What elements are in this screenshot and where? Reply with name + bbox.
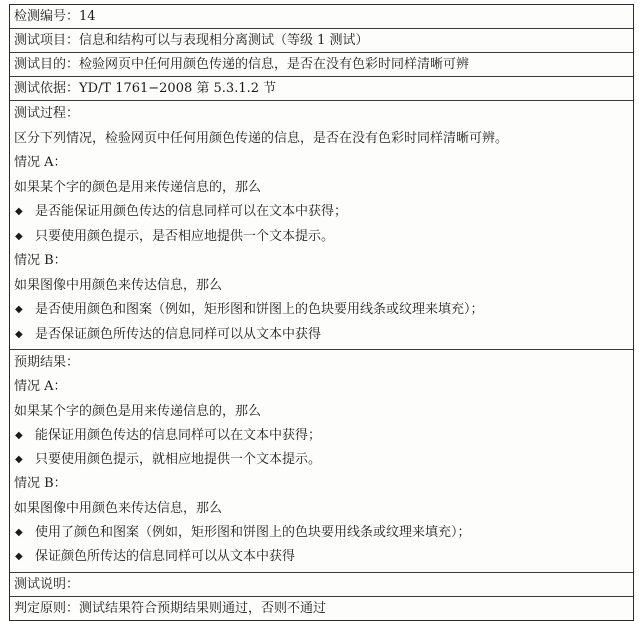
process-intro: 区分下列情况，检验网页中任何用颜色传递的信息，是否在没有色彩时同样清晰可辨。 (14, 130, 509, 146)
list-item (14, 424, 629, 448)
verdict-text: 判定原则：测试结果符合预期结果则通过，否则不通过 (14, 600, 327, 616)
list-item (14, 545, 629, 569)
case-a-lead: 如果某个字的颜色是用来传递信息的，那么 (14, 179, 262, 195)
diamond-bullet-icon: ◆ (15, 454, 23, 466)
case-b-label: 情况 B： (14, 253, 67, 268)
diamond-bullet-icon: ◆ (15, 230, 23, 242)
list-item (14, 323, 629, 348)
list-item-text: 能保证用颜色传达的信息同样可以在文本中获得； (35, 427, 322, 443)
case-a-lead: 如果某个字的颜色是用来传递信息的，那么 (14, 403, 262, 419)
case-b-lead: 如果图像中用颜色来传达信息，那么 (14, 277, 223, 293)
test-case-table (9, 4, 634, 621)
case-b-label: 情况 B： (14, 476, 67, 492)
test-purpose-text: 测试目的：检验网页中任何用颜色传递的信息，是否在没有色彩时同样清晰可辨 (14, 57, 470, 72)
list-item (14, 448, 629, 472)
test-notes-row (10, 573, 633, 597)
test-id-text: 检测编号：14 (14, 9, 96, 24)
list-item-text: 只要使用颜色提示，就相应地提供一个文本提示。 (35, 452, 322, 468)
list-item (14, 225, 629, 250)
diamond-bullet-icon: ◆ (15, 429, 23, 441)
section-title: 预期结果： (14, 355, 80, 370)
section-title: 测试过程： (14, 106, 80, 121)
list-item-text: 是否能保证用颜色传达的信息同样可以在文本中获得； (35, 204, 348, 219)
test-process-section (10, 101, 633, 350)
case-a-label: 情况 A： (14, 155, 67, 170)
diamond-bullet-icon: ◆ (15, 304, 23, 315)
test-item-row (10, 29, 633, 53)
diamond-bullet-icon: ◆ (15, 206, 23, 217)
list-item-text: 是否使用颜色和图案（例如，矩形图和饼图上的色块要用线条或纹理来填充）； (35, 302, 484, 317)
verdict-row (10, 597, 633, 620)
test-item-text: 测试项目：信息和结构可以与表现相分离测试（等级 1 测试） (14, 33, 369, 48)
test-purpose-row (10, 53, 633, 77)
list-item (14, 298, 629, 323)
list-item-text: 使用了颜色和图案（例如，矩形图和饼图上的色块要用线条或纹理来填充）； (35, 525, 471, 541)
test-notes-text: 测试说明： (14, 576, 80, 592)
diamond-bullet-icon: ◆ (15, 328, 23, 340)
diamond-bullet-icon: ◆ (15, 551, 23, 563)
test-id-row (10, 5, 633, 29)
diamond-bullet-icon: ◆ (15, 527, 23, 539)
list-item (14, 200, 629, 225)
test-basis-text: 测试依据：YD/T 1761−2008 第 5.3.1.2 节 (14, 81, 277, 96)
case-b-lead: 如果图像中用颜色来传达信息，那么 (14, 500, 223, 516)
case-a-label: 情况 A： (14, 379, 67, 395)
list-item-text: 只要使用颜色提示，是否相应地提供一个文本提示。 (35, 228, 335, 244)
list-item (14, 521, 629, 545)
list-item-text: 是否保证颜色所传达的信息同样可以从文本中获得 (35, 326, 322, 342)
test-basis-row (10, 77, 633, 101)
list-item-text: 保证颜色所传达的信息同样可以从文本中获得 (35, 549, 296, 565)
expected-result-section (10, 350, 633, 573)
